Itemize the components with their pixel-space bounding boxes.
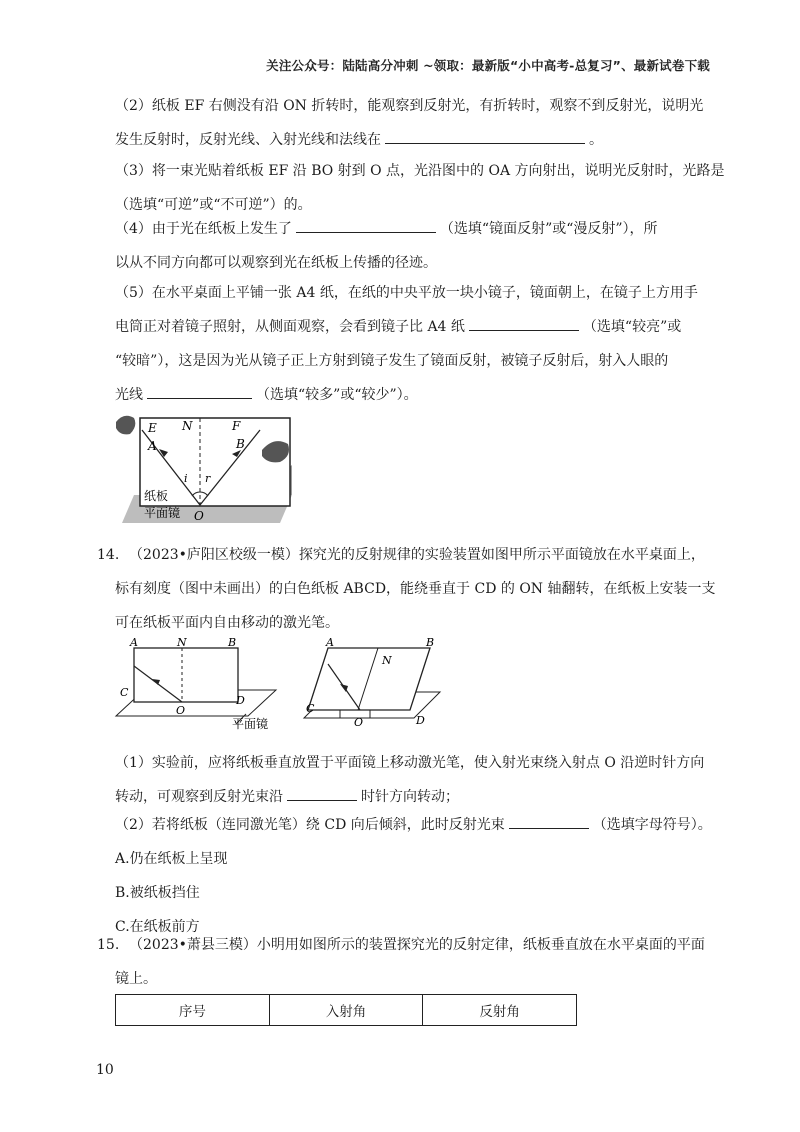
text-line: 电筒正对着镜子照射，从侧面观察，会看到镜子比 A4 纸 （选填“较亮”或 xyxy=(115,310,715,344)
question-15 xyxy=(97,928,715,996)
label-O: O xyxy=(176,704,186,717)
label-E: E xyxy=(148,421,157,435)
answer-blank[interactable] xyxy=(287,786,357,801)
table-header-cell: 反射角 xyxy=(423,995,577,1026)
label-C: C xyxy=(306,702,315,715)
label-B: B xyxy=(426,636,435,649)
q13-part2 xyxy=(115,89,715,157)
option-c[interactable]: C.在纸板前方 xyxy=(115,919,200,935)
question-14 xyxy=(97,538,716,640)
q13-part4 xyxy=(115,212,715,280)
label-board: 纸板 xyxy=(144,489,169,503)
label-D: D xyxy=(416,714,425,727)
answer-blank[interactable] xyxy=(469,316,579,331)
text-line: 可在纸板平面内自由移动的激光笔。 xyxy=(115,615,339,631)
question-number: 14. xyxy=(97,547,120,563)
text-line: 以从不同方向都可以观察到光在纸板上传播的径迹。 xyxy=(115,255,437,271)
label-A: A xyxy=(130,636,138,649)
q14-part1 xyxy=(115,746,715,814)
text-line: 光线 （选填“较多”或“较少”）。 xyxy=(115,378,715,412)
q14-part2 xyxy=(115,808,715,944)
label-A: A xyxy=(326,636,334,649)
text-line: 15. （2023•萧县三模）小明用如图所示的装置探究光的反射定律，纸板垂直放在水平桌面的平面 xyxy=(115,928,715,962)
option-a[interactable]: A.仍在纸板上呈现 xyxy=(115,851,228,867)
label-C: C xyxy=(120,686,129,699)
text-line: 转动，可观察到反射光束沿 时针方向转动； xyxy=(115,780,715,814)
label-r: r xyxy=(205,472,211,485)
table-header-cell: 序号 xyxy=(116,995,270,1026)
answer-blank[interactable] xyxy=(147,384,252,399)
label-B: B xyxy=(228,636,237,649)
text-line: 标有刻度（图中未画出）的白色纸板 ABCD，能绕垂直于 CD 的 ON 轴翻转，在纸板上安装一支 xyxy=(115,581,716,597)
text-line: 发生反射时，反射光线、入射光线和法线在 。 xyxy=(115,123,715,157)
table-header-cell: 入射角 xyxy=(269,995,423,1026)
q14-figure-yi xyxy=(300,634,450,730)
text-line: （5）在水平桌面上平铺一张 A4 纸，在纸的中央平放一块小镜子，镜面朝上，在镜子上方用手 xyxy=(115,285,698,301)
question-number: 15. xyxy=(97,937,120,953)
text-line: （2）纸板 EF 右侧没有沿 ON 折转时，能观察到反射光，有折转时，观察不到反射光，说明光 xyxy=(115,98,704,114)
board-rect xyxy=(134,648,238,702)
label-mirror: 平面镜 xyxy=(144,506,181,520)
label-O: O xyxy=(194,509,204,523)
q14-figure-jia xyxy=(112,634,292,730)
answer-blank[interactable] xyxy=(385,129,585,144)
label-N: N xyxy=(177,636,187,649)
label-B: B xyxy=(236,437,245,451)
label-mirror: 平面镜 xyxy=(232,717,269,730)
hand-icon xyxy=(116,416,135,435)
label-O: O xyxy=(354,716,364,729)
q15-table xyxy=(115,994,577,1026)
label-D: D xyxy=(236,694,245,707)
text-line: （1）实验前，应将纸板垂直放置于平面镜上移动激光笔，使入射光束绕入射点 O 沿逆时针方向 xyxy=(115,755,705,771)
label-i: i xyxy=(184,472,188,485)
answer-blank[interactable] xyxy=(296,218,436,233)
text-line: 镜上。 xyxy=(115,971,157,987)
tilted-board xyxy=(308,648,430,710)
text-line: （2）若将纸板（连同激光笔）绕 CD 向后倾斜，此时反射光束 （选填字母符号）。 xyxy=(115,808,715,842)
text-line: （3）将一束光贴着纸板 EF 沿 BO 射到 O 点，光沿图中的 OA 方向射出，说明光反射时，光路是 xyxy=(115,163,725,179)
page-header: 关注公众号：陆陆高分冲刺 ~领取：最新版“小中高考-总复习”、最新试卷下载 xyxy=(266,58,710,73)
table-header-row xyxy=(116,995,577,1026)
text-line: “较暗”），这是因为光从镜子正上方射到镜子发生了镜面反射，被镜子反射后，射入人眼的 xyxy=(115,353,669,369)
label-N: N xyxy=(382,654,392,667)
q13-figure xyxy=(112,410,302,525)
q13-part5 xyxy=(115,276,715,412)
text-line: （4）由于光在纸板上发生了 （选填“镜面反射”或“漫反射”），所 xyxy=(115,212,715,246)
label-N: N xyxy=(182,419,193,433)
text-line: 14. （2023•庐阳区校级一模）探究光的反射规律的实验装置如图甲所示平面镜放在水平桌面上， xyxy=(115,538,715,572)
text-line: （选填“可逆”或“不可逆”）的。 xyxy=(115,197,312,213)
page-number: 10 xyxy=(96,1062,114,1078)
label-F: F xyxy=(232,419,241,433)
label-A: A xyxy=(148,439,157,453)
answer-blank[interactable] xyxy=(509,814,589,829)
option-b[interactable]: B.被纸板挡住 xyxy=(115,885,200,901)
